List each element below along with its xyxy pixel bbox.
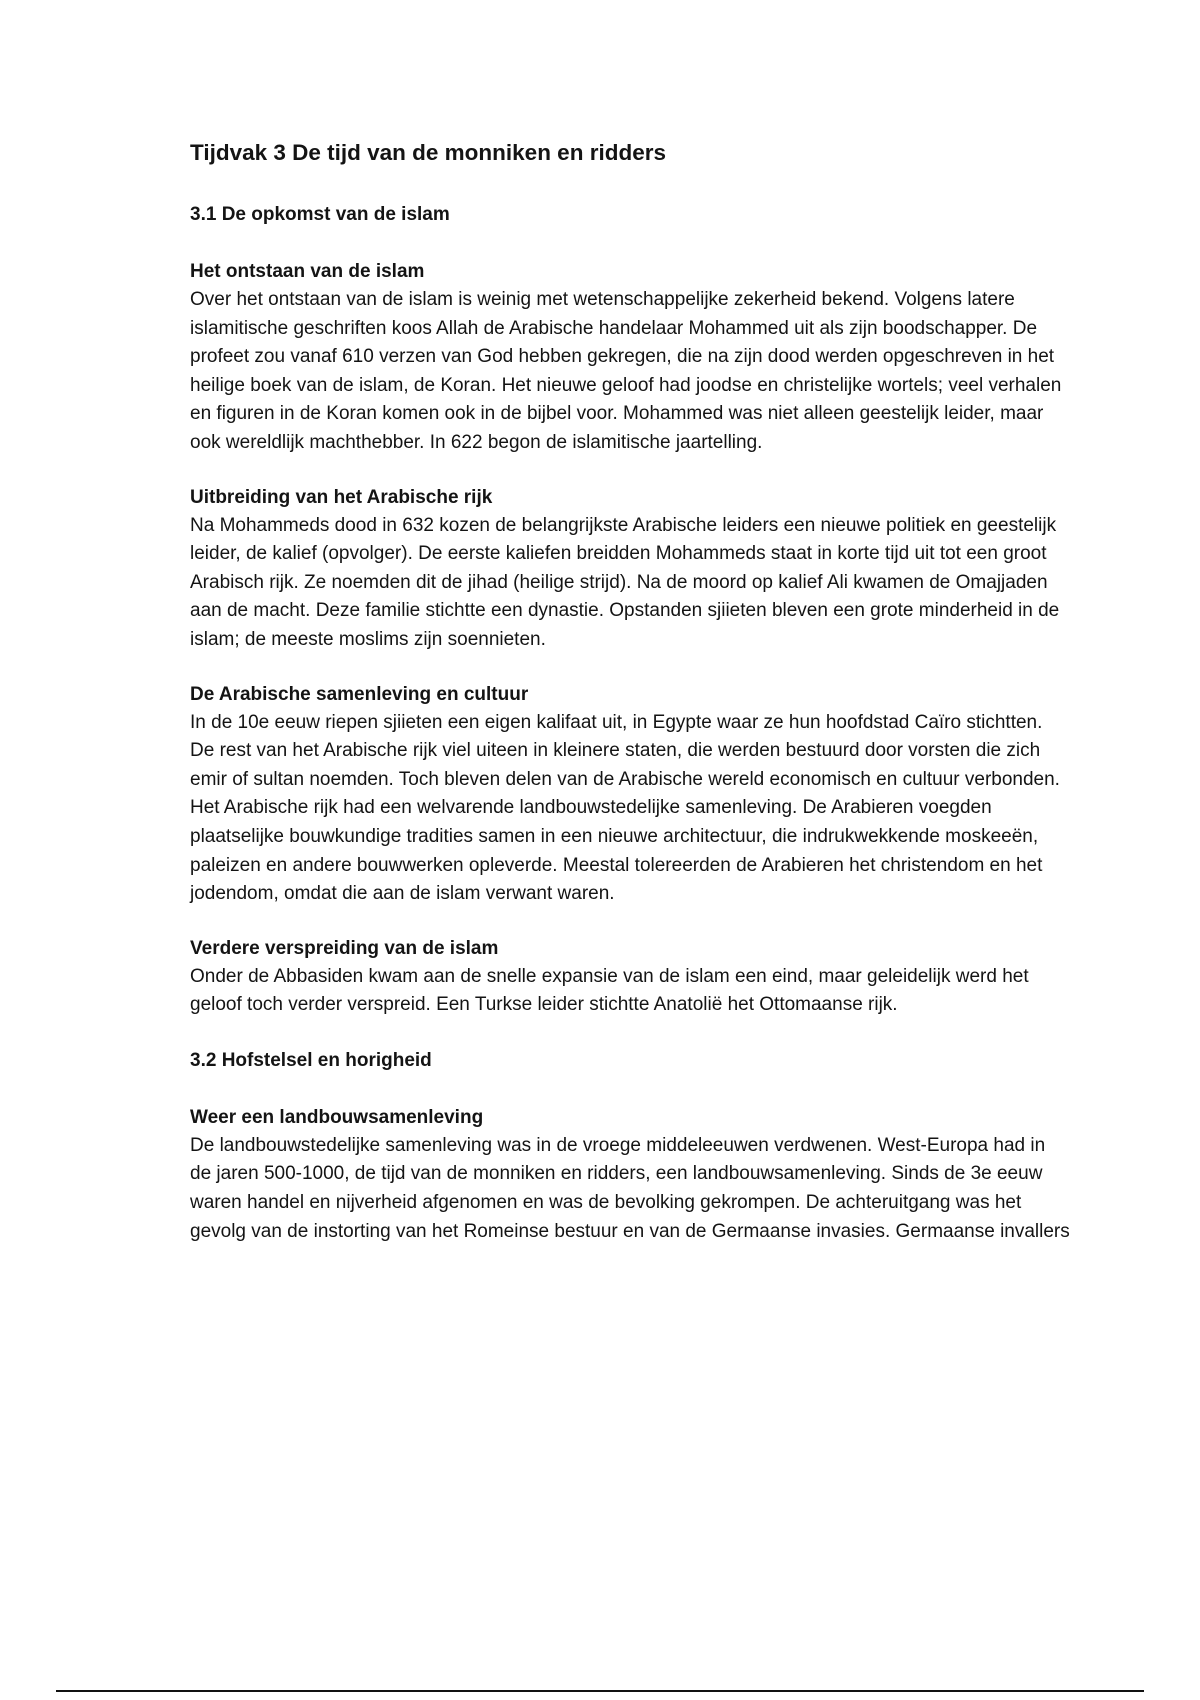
subsection [190, 681, 1070, 909]
paragraph: De landbouwstedelijke samenleving was in de vroege middeleeuwen verdwenen. West-Europa had in de jaren 500-1000, de tijd van de monniken en ridders, een landbouwsamenleving. Sinds de 3e eeuw waren handel en nijverheid afgenomen en was de bevolking gekrompen. De achteruitgang was het gevolg van de instorting van het Romeinse bestuur en van de Germaanse invasies. Germaanse invallers [190, 1134, 1070, 1242]
subsection [190, 935, 1070, 1020]
subsection-heading: Verdere verspreiding van de islam [190, 937, 499, 959]
subsection-heading: De Arabische samenleving en cultuur [190, 683, 529, 705]
section-3-1 [190, 200, 1070, 1020]
page-bottom-divider [56, 1690, 1144, 1692]
section-heading: 3.1 De opkomst van de islam [190, 204, 450, 225]
paragraph: In de 10e eeuw riepen sjiieten een eigen kalifaat uit, in Egypte waar ze hun hoofdstad Caïro stichtten. De rest van het Arabische rijk viel uiteen in kleinere staten, die werden bestuurd door vorsten die zich emir of sultan noemden. Toch bleven delen van de Arabische wereld economisch en cultuur verbonden. Het Arabische rijk had een welvarende landbouwstedelijke samenleving. De Arabieren voegden plaatselijke bouwkundige tradities samen in een nieuwe architectuur, die indrukwekkende moskeeën, paleizen en andere bouwwerken opleverde. Meestal tolereerden de Arabieren het christendom en het jodendom, omdat die aan de islam verwant waren. [190, 711, 1060, 905]
paragraph: Na Mohammeds dood in 632 kozen de belangrijkste Arabische leiders een nieuwe politiek en geestelijk leider, de kalief (opvolger). De eerste kaliefen breidden Mohammeds staat in korte tijd uit tot een groot Arabisch rijk. Ze noemden dit de jihad (heilige strijd). Na de moord op kalief Ali kwamen de Omajjaden aan de macht. Deze familie stichtte een dynastie. Opstanden sjiieten bleven een grote minderheid in de islam; de meeste moslims zijn soennieten. [190, 514, 1060, 650]
paragraph: Onder de Abbasiden kwam aan de snelle expansie van de islam een eind, maar geleidelijk werd het geloof toch verder verspreid. Een Turkse leider stichtte Anatolië het Ottomaanse rijk. [190, 965, 1029, 1016]
paragraph: Over het ontstaan van de islam is weinig met wetenschappelijke zekerheid bekend. Volgens latere islamitische geschriften koos Allah de Arabische handelaar Mohammed uit als zijn boodschapper. De profeet zou vanaf 610 verzen van God hebben gekregen, die na zijn dood werden opgeschreven in het heilige boek van de islam, de Koran. Het nieuwe geloof had joodse en christelijke wortels; veel verhalen en figuren in de Koran komen ook in de bijbel voor. Mohammed was niet alleen geestelijk leider, maar ook wereldlijk machthebber. In 622 begon de islamitische jaartelling. [190, 289, 1062, 453]
subsection [190, 1104, 1070, 1246]
subsection-heading: Weer een landbouwsamenleving [190, 1106, 484, 1128]
subsection-heading: Het ontstaan van de islam [190, 261, 425, 282]
subsection-heading: Uitbreiding van het Arabische rijk [190, 486, 493, 508]
section-3-2 [190, 1046, 1070, 1246]
page-title: Tijdvak 3 De tijd van de monniken en ridders [190, 140, 666, 165]
subsection [190, 258, 1070, 458]
document-page [190, 136, 1070, 1272]
section-heading: 3.2 Hofstelsel en horigheid [190, 1049, 432, 1071]
subsection [190, 484, 1070, 655]
